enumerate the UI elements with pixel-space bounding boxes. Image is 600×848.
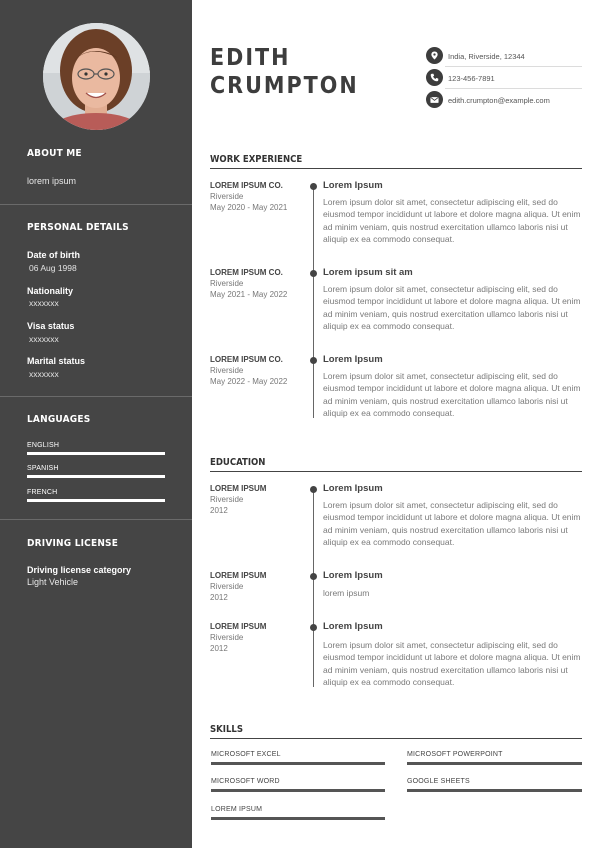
section-rule xyxy=(210,471,582,472)
education-year: 2012 xyxy=(210,644,228,653)
work-description: Lorem ipsum dolor sit amet, consectetur adipiscing elit, sed do eiusmod tempor incididunt ut labore et dolore magna aliqua. Ut enim ad minim veniam, quis nostrud exercitation ullamco laboris nisi ut aliquip ex ea commodo consequat. xyxy=(323,197,581,244)
skill-bar xyxy=(211,762,385,765)
work-dates: May 2020 - May 2021 xyxy=(210,203,288,212)
work-place: Riverside xyxy=(210,366,244,375)
work-place: Riverside xyxy=(210,192,244,201)
work-title: Lorem Ipsum xyxy=(323,180,383,191)
contact-address: India, Riverside, 12344 xyxy=(448,52,525,61)
skills-heading: SKILLS xyxy=(210,724,244,735)
skill-name: MICROSOFT POWERPOINT xyxy=(407,751,503,758)
language-spanish: SPANISH xyxy=(27,465,59,472)
timeline-dot xyxy=(310,183,317,190)
personal-details-heading: PERSONAL DETAILS xyxy=(27,222,129,233)
skill-name: MICROSOFT WORD xyxy=(211,778,280,785)
section-rule xyxy=(210,738,582,739)
about-text: lorem ipsum xyxy=(27,176,77,186)
education-org: LOREM IPSUM xyxy=(210,484,267,493)
languages-heading: LANGUAGES xyxy=(27,414,91,425)
location-icon xyxy=(426,47,443,64)
skill-bar xyxy=(211,789,385,792)
last-name: CRUMPTON xyxy=(210,73,359,99)
language-french: FRENCH xyxy=(27,489,58,496)
timeline-dot xyxy=(310,486,317,493)
work-timeline xyxy=(313,186,314,418)
work-org: LOREM IPSUM CO. xyxy=(210,355,283,364)
marital-status-value: xxxxxxx xyxy=(29,369,59,379)
education-place: Riverside xyxy=(210,633,244,642)
timeline-dot xyxy=(310,573,317,580)
education-org: LOREM IPSUM xyxy=(210,622,267,631)
phone-icon xyxy=(426,69,443,86)
education-title: Lorem Ipsum xyxy=(323,483,383,494)
work-description: Lorem ipsum dolor sit amet, consectetur adipiscing elit, sed do eiusmod tempor incididunt ut labore et dolore magna aliqua. Ut enim ad minim veniam, quis nostrud exercitation ullamco laboris nisi ut aliquip ex ea commodo consequat. xyxy=(323,371,581,418)
contact-email[interactable]: edith.crumpton@example.com xyxy=(448,96,550,105)
email-icon xyxy=(426,91,443,108)
language-english: ENGLISH xyxy=(27,442,60,449)
visa-status-label: Visa status xyxy=(27,321,75,331)
sidebar xyxy=(0,0,192,848)
education-description: Lorem ipsum dolor sit amet, consectetur adipiscing elit, sed do eiusmod tempor incididunt ut labore et dolore magna aliqua. Ut enim ad minim veniam, quis nostrud exercitation ullamco laboris nisi ut aliquip ex ea commodo consequat. xyxy=(323,640,581,687)
work-title: Lorem ipsum sit am xyxy=(323,267,413,278)
visa-status-value: xxxxxxx xyxy=(29,334,59,344)
timeline-dot xyxy=(310,624,317,631)
education-title: Lorem Ipsum xyxy=(323,570,383,581)
section-rule xyxy=(210,168,582,169)
contact-divider xyxy=(445,66,582,67)
language-bar xyxy=(27,452,165,455)
education-place: Riverside xyxy=(210,582,244,591)
nationality-label: Nationality xyxy=(27,286,74,296)
marital-status-label: Marital status xyxy=(27,356,86,366)
license-category-value: Light Vehicle xyxy=(27,577,79,587)
education-org: LOREM IPSUM xyxy=(210,571,267,580)
education-description: Lorem ipsum dolor sit amet, consectetur adipiscing elit, sed do eiusmod tempor incididunt ut labore et dolore magna aliqua. Ut enim ad minim veniam, quis nostrud exercitation ullamco laboris nisi ut aliquip ex ea commodo consequat. xyxy=(323,500,581,547)
sidebar-divider xyxy=(0,204,192,205)
work-org: LOREM IPSUM CO. xyxy=(210,181,283,190)
dob-label: Date of birth xyxy=(27,250,80,260)
work-experience-heading: WORK EXPERIENCE xyxy=(210,154,303,165)
nationality-value: xxxxxxx xyxy=(29,298,59,308)
timeline-dot xyxy=(310,270,317,277)
work-dates: May 2022 - May 2022 xyxy=(210,377,288,386)
language-bar xyxy=(27,499,165,502)
sidebar-divider xyxy=(0,519,192,520)
sidebar-divider xyxy=(0,396,192,397)
dob-value: 06 Aug 1998 xyxy=(29,263,77,273)
about-heading: ABOUT ME xyxy=(27,148,82,159)
education-year: 2012 xyxy=(210,593,228,602)
license-category-label: Driving license category xyxy=(27,565,132,575)
education-timeline xyxy=(313,489,314,687)
contact-phone: 123-456-7891 xyxy=(448,74,495,83)
skill-name: GOOGLE SHEETS xyxy=(407,778,470,785)
skill-bar xyxy=(407,762,582,765)
education-title: Lorem Ipsum xyxy=(323,621,383,632)
work-description: Lorem ipsum dolor sit amet, consectetur adipiscing elit, sed do eiusmod tempor incididunt ut labore et dolore magna aliqua. Ut enim ad minim veniam, quis nostrud exercitation ullamco laboris nisi ut aliquip ex ea commodo consequat. xyxy=(323,284,581,331)
first-name: EDITH xyxy=(210,45,291,71)
skill-bar xyxy=(211,817,385,820)
education-year: 2012 xyxy=(210,506,228,515)
skill-name: LOREM IPSUM xyxy=(211,806,263,813)
language-bar xyxy=(27,475,165,478)
education-description: lorem ipsum xyxy=(323,588,370,598)
work-org: LOREM IPSUM CO. xyxy=(210,268,283,277)
driving-license-heading: DRIVING LICENSE xyxy=(27,538,119,549)
work-title: Lorem Ipsum xyxy=(323,354,383,365)
contact-divider xyxy=(445,88,582,89)
profile-photo xyxy=(43,23,150,130)
education-place: Riverside xyxy=(210,495,244,504)
skill-bar xyxy=(407,789,582,792)
work-place: Riverside xyxy=(210,279,244,288)
education-heading: EDUCATION xyxy=(210,457,266,468)
skill-name: MICROSOFT EXCEL xyxy=(211,751,281,758)
work-dates: May 2021 - May 2022 xyxy=(210,290,288,299)
timeline-dot xyxy=(310,357,317,364)
